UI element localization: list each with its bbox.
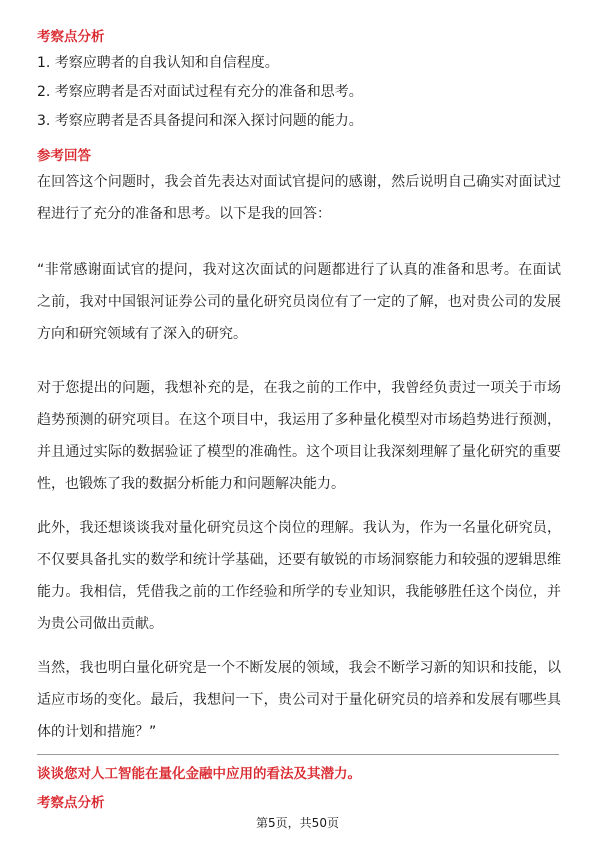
section-heading-analysis: 考察点分析 <box>37 29 105 45</box>
section-heading-reference-answer: 参考回答 <box>37 148 91 164</box>
answer-paragraph-3: 此外，我还想谈谈我对量化研究员这个岗位的理解。我认为，作为一名量化研究员，不仅要具备扎实的数学和统计学基础，还要有敏锐的市场洞察能力和较强的逻辑思维能力。我相信，凭借我之前的工作经验和所学的专业知识，我能够胜任这个岗位，并为贵公司做出贡献。 <box>37 520 561 632</box>
answer-paragraph-2: 对于您提出的问题，我想补充的是，在我之前的工作中，我曾经负责过一项关于市场趋势预测的研究项目。在这个项目中，我运用了多种量化模型对市场趋势进行预测，并且通过实际的数据验证了模型的准确性。这个项目让我深刻理解了量化研究的重要性，也锻炼了我的数据分析能力和问题解决能力。 <box>37 380 561 492</box>
next-question-title: 谈谈您对人工智能在量化金融中应用的看法及其潜力。 <box>37 766 361 782</box>
analysis-point-3: 3. 考察应聘者是否具备提问和深入探讨问题的能力。 <box>37 113 363 129</box>
next-question-analysis-heading: 考察点分析 <box>37 795 105 811</box>
answer-paragraph-1: “非常感谢面试官的提问，我对这次面试的问题都进行了认真的准备和思考。在面试之前，我对中国银河证券公司的量化研究员岗位有了一定的了解，也对贵公司的发展方向和研究领域有了深入的研究。 <box>37 262 561 342</box>
analysis-point-2: 2. 考察应聘者是否对面试过程有充分的准备和思考。 <box>37 84 363 100</box>
answer-paragraph-intro: 在回答这个问题时，我会首先表达对面试官提问的感谢，然后说明自己确实对面试过程进行了充分的准备和思考。以下是我的回答： <box>37 174 561 222</box>
page-number: 第5页，共50页 <box>256 816 339 830</box>
section-divider <box>37 754 559 755</box>
analysis-point-1: 1. 考察应聘者的自我认知和自信程度。 <box>37 55 279 71</box>
answer-paragraph-4: 当然，我也明白量化研究是一个不断发展的领域，我会不断学习新的知识和技能，以适应市场的变化。最后，我想问一下，贵公司对于量化研究员的培养和发展有哪些具体的计划和措施？” <box>37 660 561 740</box>
